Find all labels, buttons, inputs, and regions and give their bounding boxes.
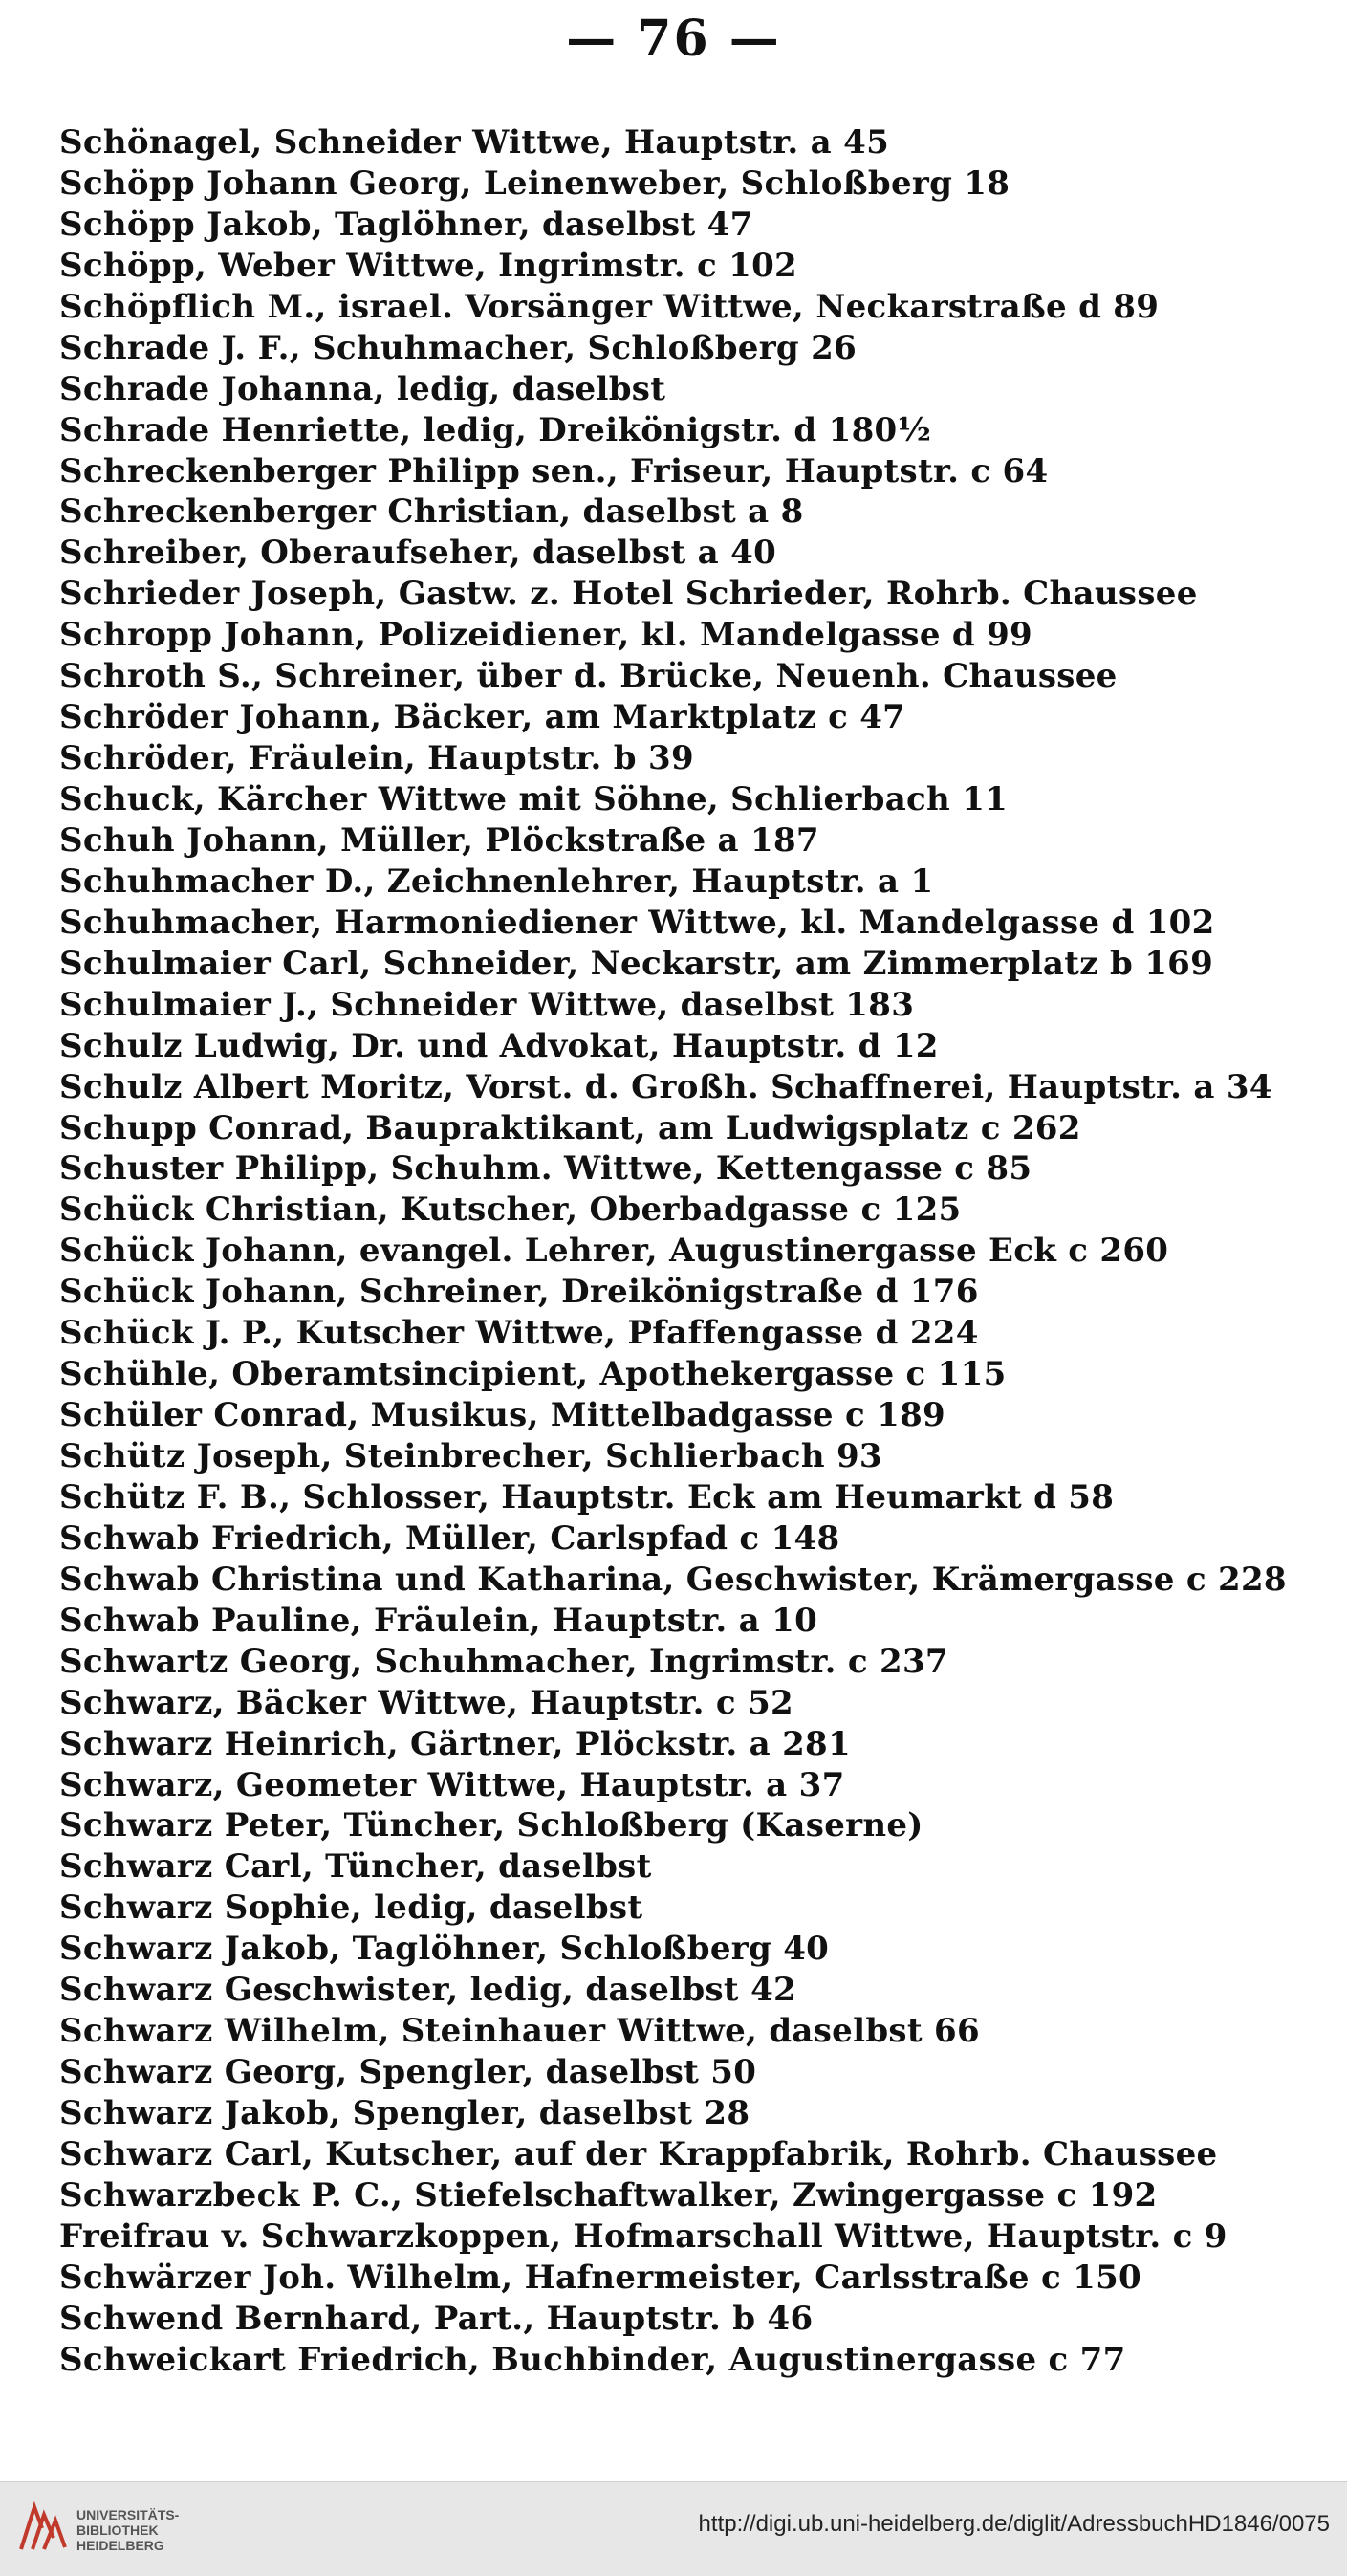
- directory-entry: Schwarz Carl, Tüncher, daselbst: [59, 1847, 652, 1887]
- directory-entry: Schulmaier Carl, Schneider, Neckarstr, am Zimmerplatz b 169: [59, 944, 1214, 983]
- library-name: [76, 2507, 179, 2553]
- directory-entry: Schröder Johann, Bäcker, am Marktplatz c 47: [59, 698, 906, 737]
- directory-entry-list: [59, 122, 1302, 2381]
- page-number: — 76 —: [566, 10, 781, 68]
- directory-entry: Schwab Christina und Katharina, Geschwister, Krämergasse c 228: [59, 1560, 1287, 1599]
- directory-entry: Schöpflich M., israel. Vorsänger Wittwe, Neckarstraße d 89: [59, 287, 1160, 326]
- directory-entry: Schwärzer Joh. Wilhelm, Hafnermeister, Carlsstraße c 150: [59, 2258, 1141, 2297]
- directory-entry: Schwarz Jakob, Taglöhner, Schloßberg 40: [59, 1930, 830, 1969]
- directory-entry: Schwarz Jakob, Spengler, daselbst 28: [59, 2094, 750, 2132]
- directory-entry: Schrade Johanna, ledig, daselbst: [59, 369, 666, 408]
- directory-entry: Schwarz Carl, Kutscher, auf der Krappfabrik, Rohrb. Chaussee: [59, 2134, 1218, 2173]
- directory-entry: Schuh Johann, Müller, Plöckstraße a 187: [59, 820, 819, 860]
- directory-entry: Schwarz, Geometer Wittwe, Hauptstr. a 37: [59, 1765, 845, 1804]
- directory-entry: Schück Christian, Kutscher, Oberbadgasse c 125: [59, 1190, 962, 1230]
- directory-entry: Schwarz Geschwister, ledig, daselbst 42: [59, 1971, 796, 2010]
- directory-entry: Schütz F. B., Schlosser, Hauptstr. Eck am Heumarkt d 58: [59, 1477, 1115, 1517]
- footer-bar: [0, 2481, 1347, 2576]
- directory-entry: Schreiber, Oberaufseher, daselbst a 40: [59, 534, 777, 573]
- directory-entry: Schüler Conrad, Musikus, Mittelbadgasse c 189: [59, 1396, 946, 1435]
- source-url-link[interactable]: http://digi.ub.uni-heidelberg.de/diglit/AdressbuchHD1846/0075: [698, 2511, 1330, 2537]
- directory-entry: Schwarzbeck P. C., Stiefelschaftwalker, Zwingergasse c 192: [59, 2175, 1158, 2215]
- directory-entry: Schrade J. F., Schuhmacher, Schloßberg 26: [59, 328, 858, 367]
- directory-entry: Freifrau v. Schwarzkoppen, Hofmarschall Wittwe, Hauptstr. c 9: [59, 2216, 1228, 2256]
- directory-entry: Schönagel, Schneider Wittwe, Hauptstr. a 45: [59, 123, 890, 162]
- directory-entry: Schuster Philipp, Schuhm. Wittwe, Kettengasse c 85: [59, 1149, 1032, 1189]
- directory-entry: Schühle, Oberamtsincipient, Apothekergasse c 115: [59, 1355, 1007, 1394]
- university-library-logo-icon: [15, 2500, 69, 2557]
- directory-entry: Schuck, Kärcher Wittwe mit Söhne, Schlierbach 11: [59, 780, 1009, 819]
- directory-entry: Schöpp Jakob, Taglöhner, daselbst 47: [59, 205, 753, 244]
- directory-entry: Schropp Johann, Polizeidiener, kl. Mandelgasse d 99: [59, 616, 1033, 655]
- library-name-line-2: BIBLIOTHEK: [76, 2522, 159, 2538]
- directory-entry: Schulz Ludwig, Dr. und Advokat, Hauptstr. d 12: [59, 1026, 939, 1065]
- directory-entry: Schulz Albert Moritz, Vorst. d. Großh. Schaffnerei, Hauptstr. a 34: [59, 1067, 1272, 1106]
- directory-entry: Schück Johann, evangel. Lehrer, Augustinergasse Eck c 260: [59, 1232, 1169, 1271]
- directory-entry: Schuhmacher D., Zeichnenlehrer, Hauptstr. a 1: [59, 862, 934, 901]
- directory-entry: Schroth S., Schreiner, über d. Brücke, Neuenh. Chaussee: [59, 657, 1118, 696]
- directory-entry: Schück J. P., Kutscher Wittwe, Pfaffengasse d 224: [59, 1314, 979, 1353]
- directory-entry: Schwarz Peter, Tüncher, Schloßberg (Kaserne): [59, 1806, 923, 1845]
- directory-entry: Schweickart Friedrich, Buchbinder, Augustinergasse c 77: [59, 2340, 1126, 2379]
- directory-entry: Schuhmacher, Harmoniediener Wittwe, kl. Mandelgasse d 102: [59, 903, 1215, 942]
- directory-entry: Schück Johann, Schreiner, Dreikönigstraße d 176: [59, 1273, 979, 1312]
- directory-entry: Schwarz Heinrich, Gärtner, Plöckstr. a 281: [59, 1724, 851, 1763]
- directory-entry: Schulmaier J., Schneider Wittwe, daselbst 183: [59, 985, 915, 1024]
- directory-entry: Schütz Joseph, Steinbrecher, Schlierbach 93: [59, 1437, 882, 1475]
- directory-entry: Schreckenberger Christian, daselbst a 8: [59, 492, 804, 532]
- directory-entry: Schreckenberger Philipp sen., Friseur, Hauptstr. c 64: [59, 451, 1049, 491]
- directory-entry: Schwarz Georg, Spengler, daselbst 50: [59, 2053, 757, 2092]
- directory-entry: Schwend Bernhard, Part., Hauptstr. b 46: [59, 2299, 814, 2338]
- library-name-line-3: HEIDELBERG: [76, 2538, 164, 2553]
- directory-entry: Schwarz Wilhelm, Steinhauer Wittwe, daselbst 66: [59, 2012, 980, 2051]
- directory-entry: Schwab Pauline, Fräulein, Hauptstr. a 10: [59, 1601, 818, 1640]
- directory-entry: Schwartz Georg, Schuhmacher, Ingrimstr. c 237: [59, 1642, 948, 1681]
- directory-entry: Schröder, Fräulein, Hauptstr. b 39: [59, 739, 694, 778]
- directory-entry: Schwab Friedrich, Müller, Carlspfad c 148: [59, 1518, 840, 1558]
- directory-entry: Schrieder Joseph, Gastw. z. Hotel Schrieder, Rohrb. Chaussee: [59, 575, 1198, 614]
- directory-entry: Schöpp Johann Georg, Leinenweber, Schloßberg 18: [59, 164, 1010, 203]
- library-name-line-1: UNIVERSITÄTS-: [76, 2507, 180, 2522]
- directory-entry: Schwarz Sophie, ledig, daselbst: [59, 1888, 643, 1928]
- directory-entry: Schupp Conrad, Baupraktikant, am Ludwigsplatz c 262: [59, 1108, 1081, 1147]
- directory-entry: Schrade Henriette, ledig, Dreikönigstr. d 180½: [59, 410, 932, 449]
- directory-entry: Schwarz, Bäcker Wittwe, Hauptstr. c 52: [59, 1683, 793, 1722]
- directory-entry: Schöpp, Weber Wittwe, Ingrimstr. c 102: [59, 246, 797, 285]
